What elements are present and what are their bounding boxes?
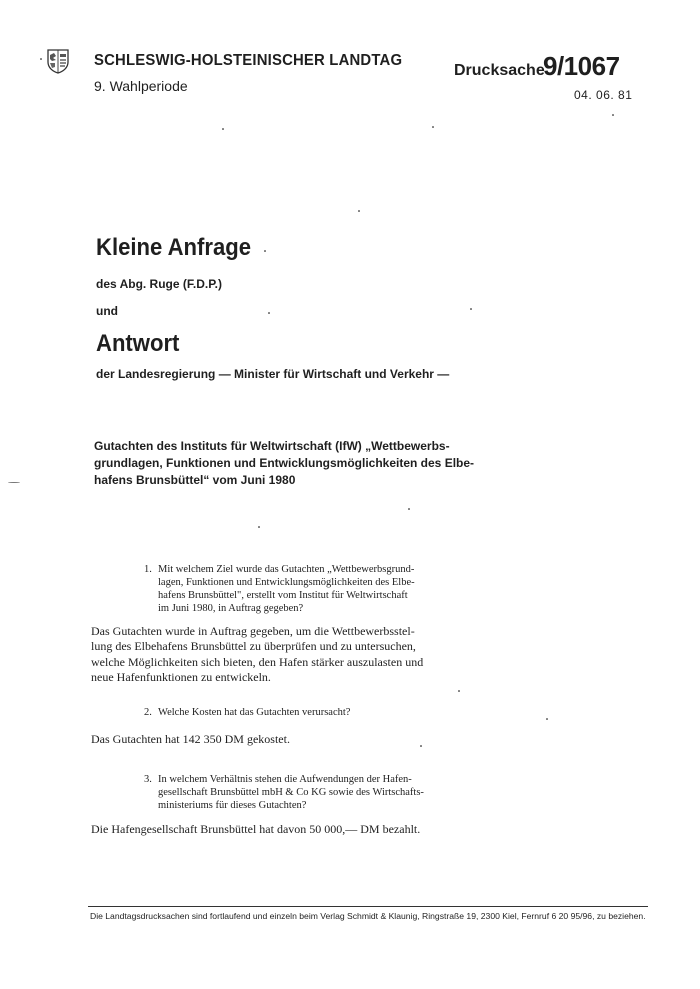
scan-speck [358, 210, 360, 212]
scan-speck [458, 690, 460, 692]
scan-speck [222, 128, 224, 130]
scan-speck [8, 482, 20, 483]
subject [94, 438, 494, 489]
question-1 [144, 563, 474, 619]
scan-speck [408, 508, 410, 510]
scan-speck [40, 58, 42, 60]
question-3 [144, 773, 474, 815]
coat-of-arms-icon [46, 48, 70, 74]
responding-ministry: der Landesregierung — Minister für Wirtschaft und Verkehr — [96, 367, 450, 381]
scan-speck [612, 114, 614, 116]
footer-note: Die Landtagsdrucksachen sind fortlaufend und einzeln beim Verlag Schmidt & Klaunig, Ringstraße 19, 2300 Kiel, Fernruf 6 20 95/96, zu beziehen. [90, 911, 646, 921]
scan-speck [470, 308, 472, 310]
answer-line: Das Gutachten wurde in Auftrag gegeben, um die Wettbewerbsstel- [91, 624, 415, 638]
inquiry-heading: Kleine Anfrage [96, 234, 252, 261]
legislative-period: 9. Wahlperiode [94, 78, 188, 94]
question-line: ministeriums für dieses Gutachten? [158, 800, 307, 811]
answer-2 [91, 732, 290, 747]
parliament-name: SCHLESWIG-HOLSTEINISCHER LANDTAG [94, 52, 403, 69]
answer-3 [91, 822, 420, 837]
scan-speck [268, 312, 270, 314]
answer-line: welche Möglichkeiten sich bieten, den Hafen stärker auszulasten und [91, 654, 424, 669]
answer-1 [91, 624, 423, 685]
answer-line: neue Hafenfunktionen zu entwickeln. [91, 669, 271, 684]
answer-heading: Antwort [96, 330, 180, 357]
question-line: hafens Brunsbüttel", erstellt vom Institut für Weltwirtschaft [158, 590, 408, 601]
scan-speck [432, 126, 434, 128]
question-line: lagen, Funktionen und Entwicklungsmöglichkeiten des Elbe- [158, 577, 415, 588]
answer-line: lung des Elbehafens Brunsbüttel zu überprüfen und zu untersuchen, [91, 639, 416, 654]
scan-speck [420, 745, 422, 747]
question-2 [144, 706, 474, 720]
doc-date: 04. 06. 81 [574, 88, 633, 102]
conjunction: und [96, 304, 118, 318]
question-number: 3. [144, 774, 152, 785]
footer-divider [88, 906, 648, 907]
scan-speck [264, 250, 266, 252]
question-line: In welchem Verhältnis stehen die Aufwendungen der Hafen- [158, 774, 412, 785]
question-line: Mit welchem Ziel wurde das Gutachten „Wettbewerbsgrund- [158, 564, 415, 575]
answer-line: Das Gutachten hat 142 350 DM gekostet. [91, 732, 290, 746]
question-line: gesellschaft Brunsbüttel mbH & Co KG sowie des Wirtschafts- [158, 787, 424, 798]
scan-speck [258, 526, 260, 528]
doc-number: 9/1067 [543, 51, 620, 81]
subject-line: Gutachten des Instituts für Weltwirtschaft (IfW) „Wettbewerbs- [94, 439, 450, 453]
subject-line: hafens Brunsbüttel“ vom Juni 1980 [94, 473, 296, 487]
question-number: 1. [144, 564, 152, 575]
scan-speck [546, 718, 548, 720]
subject-line: grundlagen, Funktionen und Entwicklungsmöglichkeiten des Elbe- [94, 456, 475, 470]
question-line: Welche Kosten hat das Gutachten verursacht? [158, 707, 351, 718]
answer-line: Die Hafengesellschaft Brunsbüttel hat davon 50 000,— DM bezahlt. [91, 822, 421, 836]
doc-label: Drucksache [454, 62, 545, 79]
question-line: im Juni 1980, in Auftrag gegeben? [158, 603, 304, 614]
question-number: 2. [144, 707, 152, 718]
inquiry-author: des Abg. Ruge (F.D.P.) [96, 277, 223, 291]
